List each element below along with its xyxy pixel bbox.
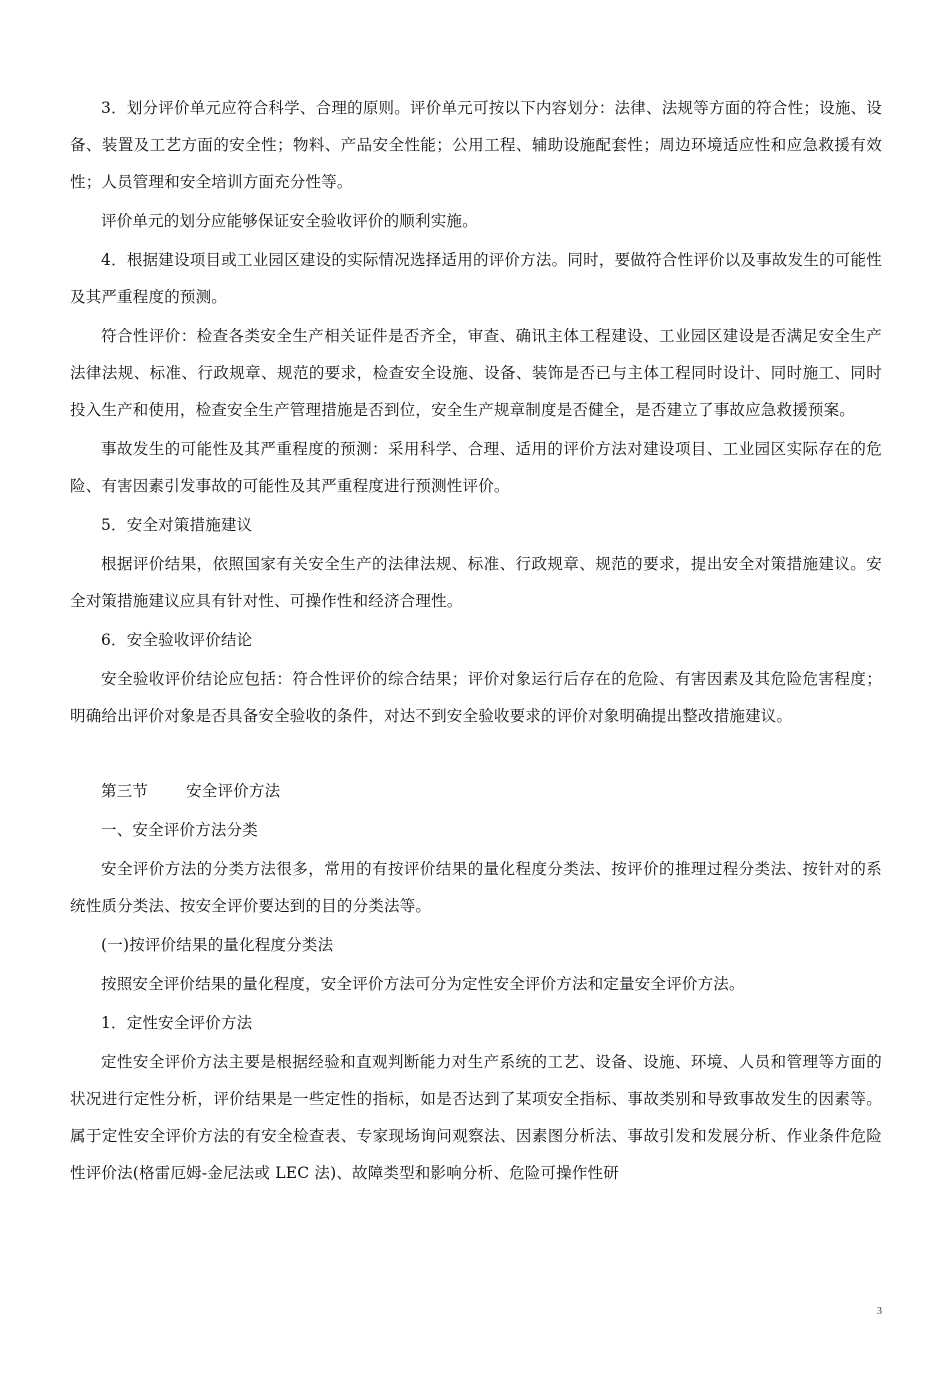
section-number: 第三节 xyxy=(101,782,149,800)
paragraph-quantification-classification: 按照安全评价结果的量化程度，安全评价方法可分为定性安全评价方法和定量安全评价方法。 xyxy=(101,975,745,993)
paragraph-unit-division: 3．划分评价单元应符合科学、合理的原则。评价单元可按以下内容划分：法律、法规等方面的符合性；设施、设备、装置及工艺方面的安全性；物料、产品安全性能；公用工程、辅助设施配套性；周边环境适应性和应急救援有效性；人员管理和安全培训方面充分性等。 xyxy=(70,99,882,191)
paragraph-accident-prediction: 事故发生的可能性及其严重程度的预测：采用科学、合理、适用的评价方法对建设项目、工业园区实际存在的危险、有害因素引发事故的可能性及其严重程度进行预测性评价。 xyxy=(70,440,882,495)
heading-safety-measures: 5．安全对策措施建议 xyxy=(101,516,253,534)
paragraph-unit-division-goal: 评价单元的划分应能够保证安全验收评价的顺利实施。 xyxy=(101,212,478,230)
heading-qualitative-methods: 1．定性安全评价方法 xyxy=(101,1014,253,1032)
paragraph-compliance-evaluation: 符合性评价：检查各类安全生产相关证件是否齐全，审查、确讯主体工程建设、工业园区建设是否满足安全生产法律法规、标准、行政规章、规范的要求，检查安全设施、设备、装饰是否已与主体工程同时设计、同时施工、同时投入生产和使用，检查安全生产管理措施是否到位，安全生产规章制度是否健全，是否建立了事故应急救援预案。 xyxy=(70,327,882,419)
heading-quantification-classification: (一)按评价结果的量化程度分类法 xyxy=(101,936,334,954)
paragraph-classification-overview: 安全评价方法的分类方法很多，常用的有按评价结果的量化程度分类法、按评价的推理过程分类法、按针对的系统性质分类法、按安全评价要达到的目的分类法等。 xyxy=(70,860,882,915)
page-body xyxy=(70,90,882,1194)
heading-method-classification: 一、安全评价方法分类 xyxy=(101,821,259,839)
paragraph-safety-measures: 根据评价结果，依照国家有关安全生产的法律法规、标准、行政规章、规范的要求，提出安全对策措施建议。安全对策措施建议应具有针对性、可操作性和经济合理性。 xyxy=(70,555,882,610)
paragraph-method-selection: 4．根据建设项目或工业园区建设的实际情况选择适用的评价方法。同时，要做符合性评价以及事故发生的可能性及其严重程度的预测。 xyxy=(70,251,882,306)
section-spacer xyxy=(70,737,882,773)
paragraph-qualitative-methods: 定性安全评价方法主要是根据经验和直观判断能力对生产系统的工艺、设备、设施、环境、人员和管理等方面的状况进行定性分析，评价结果是一些定性的指标，如是否达到了某项安全指标、事故类别和导致事故发生的因素等。属于定性安全评价方法的有安全检查表、专家现场询问观察法、因素图分析法、事故引发和发展分析、作业条件危险性评价法(格雷厄姆-金尼法或 LEC 法)、故障类型和影响分析、危险可操作性研 xyxy=(70,1053,882,1182)
section-title: 安全评价方法 xyxy=(186,782,281,800)
paragraph-acceptance-conclusion: 安全验收评价结论应包括：符合性评价的综合结果；评价对象运行后存在的危险、有害因素及其危险危害程度；明确给出评价对象是否具备安全验收的条件，对达不到安全验收要求的评价对象明确提出整改措施建议。 xyxy=(70,670,882,725)
heading-acceptance-conclusion: 6．安全验收评价结论 xyxy=(101,631,253,649)
page-number: 3 xyxy=(877,1306,882,1317)
section-heading xyxy=(70,773,882,810)
